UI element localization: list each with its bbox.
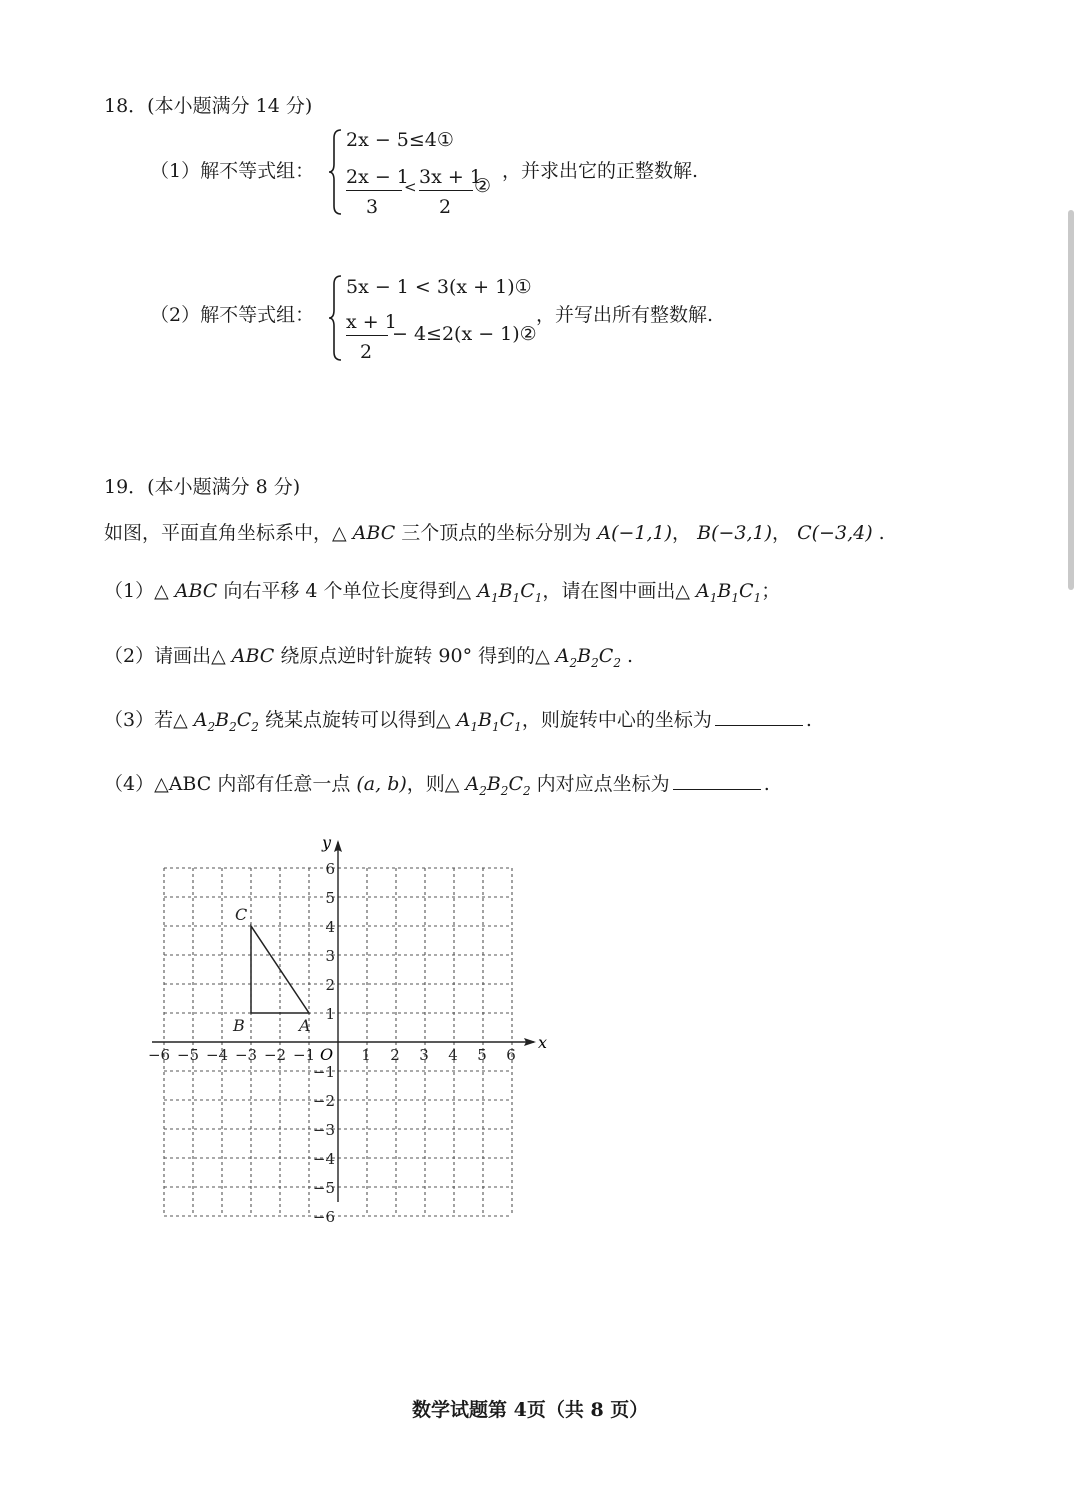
part-text-2: 内对应点坐标为 xyxy=(536,773,670,795)
point-ab: (a, b) xyxy=(356,773,407,795)
x-tick-label: −2 xyxy=(263,1046,287,1064)
q18-part2-frac xyxy=(346,311,397,363)
part-text: ，则△ xyxy=(406,773,460,795)
answer-blank[interactable] xyxy=(715,724,803,726)
q18-part2-ineq1: 5x − 1 < 3(x + 1)① xyxy=(346,276,532,298)
frac-denominator: 2 xyxy=(439,196,452,218)
brace-icon xyxy=(328,128,344,216)
y-tick-label: 1 xyxy=(325,1005,335,1023)
x-tick-label: 3 xyxy=(419,1046,429,1064)
intro-text-2: 三个顶点的坐标分别为 xyxy=(401,522,592,544)
y-tick-label: −1 xyxy=(312,1063,335,1081)
triangle-abc: ABC xyxy=(352,522,396,544)
coordinate-grid-chart xyxy=(120,815,560,1240)
part-text: 绕原点逆时针旋转 90° 得到的△ xyxy=(280,645,550,667)
part-end: . xyxy=(805,709,812,731)
part-text: 绕某点旋转可以得到△ xyxy=(264,709,451,731)
x-tick-label: −1 xyxy=(292,1046,316,1064)
q19-part2: （2）请画出△ ABC 绕原点逆时针旋转 90° 得到的△ $A_2B_2C_2$ . xyxy=(104,645,634,670)
triangle-abc-shape xyxy=(251,926,309,1013)
q19-intro xyxy=(104,524,885,543)
triangle-abc: ABC xyxy=(174,580,218,602)
point-a: A(−1,1) xyxy=(597,522,673,544)
part-label: （3）若△ xyxy=(104,709,188,731)
q18-part2-tail: ，并写出所有整数解. xyxy=(536,304,714,326)
part-label: （2）请画出△ xyxy=(104,645,226,667)
point-c: C(−3,4) xyxy=(797,522,873,544)
q19-header: 19．(本小题满分 8 分) xyxy=(104,476,301,498)
page-footer: 数学试题第 4页（共 8 页） xyxy=(412,1399,649,1421)
q18-part1-op: < xyxy=(404,178,417,196)
part-text: 向右平移 4 个单位长度得到△ xyxy=(223,580,472,602)
x-axis-label: x xyxy=(538,1033,548,1052)
y-tick-label: −2 xyxy=(312,1092,335,1110)
q18-part1-ineq1: 2x − 5≤4① xyxy=(346,129,454,151)
frac-denominator: 3 xyxy=(366,196,379,218)
q19-part1: （1）△ ABC 向右平移 4 个单位长度得到△ $A_1B_1C_1$，请在图中画出△ $A_1B_1C_1$； xyxy=(104,580,781,605)
part-end: . xyxy=(763,773,770,795)
x-tick-label: 1 xyxy=(361,1046,371,1064)
part-label: （1）△ xyxy=(104,580,169,602)
y-tick-label: 4 xyxy=(325,918,335,936)
part-end: ； xyxy=(761,580,781,602)
q19-part3: （3）若△ $A_2B_2C_2$ 绕某点旋转可以得到△ $A_1B_1C_1$，则旋转中心的坐标为 . xyxy=(104,709,812,734)
q18-part1-frac1 xyxy=(346,166,409,218)
vertex-label-a: A xyxy=(299,1016,311,1035)
separator: ， xyxy=(672,522,692,544)
q18-part2-rest: − 4≤2(x − 1)② xyxy=(392,323,537,345)
x-tick-label: 6 xyxy=(506,1046,516,1064)
triangle-abc: ABC xyxy=(231,645,275,667)
q18-part1-label: （1）解不等式组： xyxy=(150,160,315,182)
fraction-bar xyxy=(346,190,402,191)
answer-blank[interactable] xyxy=(673,788,761,790)
vertex-label-c: C xyxy=(235,905,248,924)
period: . xyxy=(878,522,885,544)
y-tick-label: −6 xyxy=(312,1208,335,1226)
part-text-2: ，请在图中画出△ xyxy=(542,580,690,602)
triangle-abc-figure xyxy=(232,905,311,1035)
vertex-label-b: B xyxy=(233,1016,245,1035)
x-tick-label: −6 xyxy=(147,1046,171,1064)
part-label: （4）△ABC 内部有任意一点 xyxy=(104,773,351,795)
y-axis-label: y xyxy=(322,833,332,852)
y-tick-label: −3 xyxy=(312,1121,335,1139)
y-tick-label: −4 xyxy=(312,1150,335,1168)
part-end: . xyxy=(627,645,634,667)
part-text-2: ，则旋转中心的坐标为 xyxy=(521,709,712,731)
y-tick-label: −5 xyxy=(312,1179,335,1197)
axes xyxy=(152,840,536,1202)
intro-text: 如图，平面直角坐标系中，△ xyxy=(104,522,347,544)
x-tick-label: 2 xyxy=(390,1046,400,1064)
q19-part4: （4）△ABC 内部有任意一点 (a, b)，则△ $A_2B_2C_2$ 内对应点坐标为 . xyxy=(104,773,770,798)
x-tick-label: 4 xyxy=(448,1046,458,1064)
separator: ， xyxy=(772,522,792,544)
brace-icon xyxy=(328,274,344,362)
x-tick-label: −5 xyxy=(176,1046,200,1064)
point-b: B(−3,1) xyxy=(697,522,773,544)
q18-part1-tail: ，并求出它的正整数解. xyxy=(502,160,699,182)
y-tick-label: 5 xyxy=(325,889,335,907)
q18-header: 18．(本小题满分 14 分) xyxy=(104,95,313,117)
frac-numerator: 3x + 1 xyxy=(419,166,482,188)
x-tick-label: −4 xyxy=(205,1046,229,1064)
y-tick-label: 2 xyxy=(325,976,335,994)
fraction-bar xyxy=(346,335,388,336)
origin-label: O xyxy=(320,1045,334,1064)
q18-part1-mark: ② xyxy=(474,175,492,197)
scrollbar-thumb[interactable] xyxy=(1068,210,1074,590)
tick-labels xyxy=(148,860,516,1226)
q18-part1-frac2 xyxy=(419,166,482,218)
x-tick-label: −3 xyxy=(234,1046,258,1064)
frac-denominator: 2 xyxy=(360,341,373,363)
x-tick-label: 5 xyxy=(477,1046,487,1064)
y-tick-label: 3 xyxy=(325,947,335,965)
frac-numerator: x + 1 xyxy=(346,311,397,333)
y-tick-label: 6 xyxy=(325,860,335,878)
fraction-bar xyxy=(419,190,473,191)
frac-numerator: 2x − 1 xyxy=(346,166,409,188)
q18-part2-label: （2）解不等式组： xyxy=(150,304,315,326)
